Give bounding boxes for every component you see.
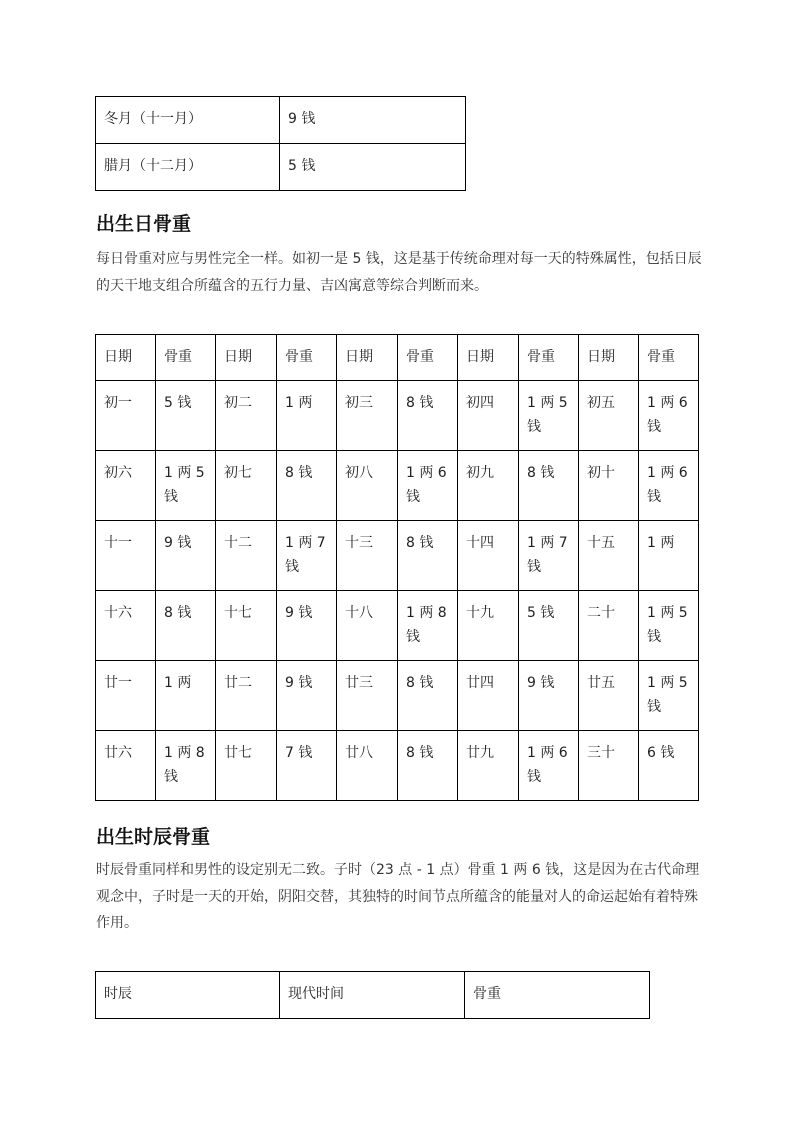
month-cell: 腊月（十二月） bbox=[96, 144, 280, 191]
weight-cell: 1 两 7 钱 bbox=[277, 521, 337, 591]
weight-cell: 5 钱 bbox=[519, 591, 579, 661]
header-cell: 日期 bbox=[579, 335, 639, 381]
date-cell: 廿七 bbox=[216, 731, 277, 801]
table-row bbox=[96, 591, 699, 661]
weight-cell: 1 两 7 钱 bbox=[519, 521, 579, 591]
weight-cell: 8 钱 bbox=[398, 381, 458, 451]
weight-cell: 1 两 bbox=[277, 381, 337, 451]
section-paragraph-hour: 时辰骨重同样和男性的设定别无二致。子时（23 点 - 1 点）骨重 1 两 6 钱，这是因为在古代命理观念中，子时是一天的开始，阴阳交替，其独特的时间节点所蕴含的能量对人的命运起始有着特殊作用。 bbox=[96, 862, 700, 931]
date-cell: 廿八 bbox=[337, 731, 398, 801]
weight-cell: 1 两 8 钱 bbox=[398, 591, 458, 661]
date-cell: 初一 bbox=[96, 381, 156, 451]
weight-cell: 1 两 bbox=[156, 661, 216, 731]
date-cell: 初八 bbox=[337, 451, 398, 521]
weight-cell: 8 钱 bbox=[398, 521, 458, 591]
weight-cell: 9 钱 bbox=[156, 521, 216, 591]
date-cell: 廿九 bbox=[458, 731, 519, 801]
month-cell: 冬月（十一月） bbox=[96, 97, 280, 144]
day-bone-weight-table bbox=[95, 334, 699, 801]
date-cell: 十二 bbox=[216, 521, 277, 591]
date-cell: 十八 bbox=[337, 591, 398, 661]
weight-cell: 1 两 6 钱 bbox=[519, 731, 579, 801]
date-cell: 十一 bbox=[96, 521, 156, 591]
header-cell: 时辰 bbox=[96, 972, 280, 1019]
table-row bbox=[96, 451, 699, 521]
section-paragraph-day: 每日骨重对应与男性完全一样。如初一是 5 钱，这是基于传统命理对每一天的特殊属性，包括日辰的天干地支组合所蕴含的五行力量、吉凶寓意等综合判断而来。 bbox=[96, 251, 702, 294]
weight-cell: 9 钱 bbox=[277, 591, 337, 661]
weight-cell: 1 两 5 钱 bbox=[639, 591, 699, 661]
weight-cell: 8 钱 bbox=[398, 661, 458, 731]
header-cell: 日期 bbox=[458, 335, 519, 381]
weight-cell: 9 钱 bbox=[519, 661, 579, 731]
weight-cell: 7 钱 bbox=[277, 731, 337, 801]
header-cell: 骨重 bbox=[639, 335, 699, 381]
date-cell: 初二 bbox=[216, 381, 277, 451]
table-row bbox=[96, 731, 699, 801]
header-cell: 骨重 bbox=[465, 972, 650, 1019]
date-cell: 廿六 bbox=[96, 731, 156, 801]
date-cell: 二十 bbox=[579, 591, 639, 661]
weight-cell: 8 钱 bbox=[156, 591, 216, 661]
date-cell: 初九 bbox=[458, 451, 519, 521]
date-cell: 廿二 bbox=[216, 661, 277, 731]
section-heading-day: 出生日骨重 bbox=[96, 213, 192, 235]
date-cell: 十五 bbox=[579, 521, 639, 591]
header-cell: 日期 bbox=[96, 335, 156, 381]
header-cell: 骨重 bbox=[519, 335, 579, 381]
date-cell: 十九 bbox=[458, 591, 519, 661]
date-cell: 十六 bbox=[96, 591, 156, 661]
weight-cell: 9 钱 bbox=[280, 97, 466, 144]
date-cell: 廿三 bbox=[337, 661, 398, 731]
weight-cell: 8 钱 bbox=[277, 451, 337, 521]
header-cell: 现代时间 bbox=[280, 972, 465, 1019]
weight-cell: 9 钱 bbox=[277, 661, 337, 731]
table-row bbox=[96, 661, 699, 731]
date-cell: 廿五 bbox=[579, 661, 639, 731]
weight-cell: 1 两 5 钱 bbox=[156, 451, 216, 521]
date-cell: 初三 bbox=[337, 381, 398, 451]
header-cell: 骨重 bbox=[398, 335, 458, 381]
table-row bbox=[96, 521, 699, 591]
weight-cell: 5 钱 bbox=[156, 381, 216, 451]
date-cell: 初五 bbox=[579, 381, 639, 451]
weight-cell: 1 两 5 钱 bbox=[639, 661, 699, 731]
weight-cell: 5 钱 bbox=[280, 144, 466, 191]
table-row bbox=[96, 381, 699, 451]
table-header-row bbox=[96, 972, 650, 1019]
table-row bbox=[96, 144, 466, 191]
weight-cell: 1 两 6 钱 bbox=[639, 451, 699, 521]
header-cell: 骨重 bbox=[156, 335, 216, 381]
month-bone-weight-table bbox=[95, 96, 466, 191]
weight-cell: 1 两 6 钱 bbox=[398, 451, 458, 521]
weight-cell: 1 两 8 钱 bbox=[156, 731, 216, 801]
date-cell: 廿四 bbox=[458, 661, 519, 731]
date-cell: 初七 bbox=[216, 451, 277, 521]
date-cell: 三十 bbox=[579, 731, 639, 801]
hour-bone-weight-table bbox=[95, 971, 650, 1019]
section-heading-hour: 出生时辰骨重 bbox=[96, 826, 211, 848]
weight-cell: 1 两 6 钱 bbox=[639, 381, 699, 451]
date-cell: 十七 bbox=[216, 591, 277, 661]
date-cell: 初六 bbox=[96, 451, 156, 521]
weight-cell: 1 两 bbox=[639, 521, 699, 591]
date-cell: 初四 bbox=[458, 381, 519, 451]
header-cell: 日期 bbox=[216, 335, 277, 381]
date-cell: 十四 bbox=[458, 521, 519, 591]
weight-cell: 8 钱 bbox=[398, 731, 458, 801]
header-cell: 日期 bbox=[337, 335, 398, 381]
table-row bbox=[96, 97, 466, 144]
table-header-row bbox=[96, 335, 699, 381]
weight-cell: 1 两 5 钱 bbox=[519, 381, 579, 451]
date-cell: 初十 bbox=[579, 451, 639, 521]
header-cell: 骨重 bbox=[277, 335, 337, 381]
date-cell: 廿一 bbox=[96, 661, 156, 731]
weight-cell: 6 钱 bbox=[639, 731, 699, 801]
weight-cell: 8 钱 bbox=[519, 451, 579, 521]
date-cell: 十三 bbox=[337, 521, 398, 591]
